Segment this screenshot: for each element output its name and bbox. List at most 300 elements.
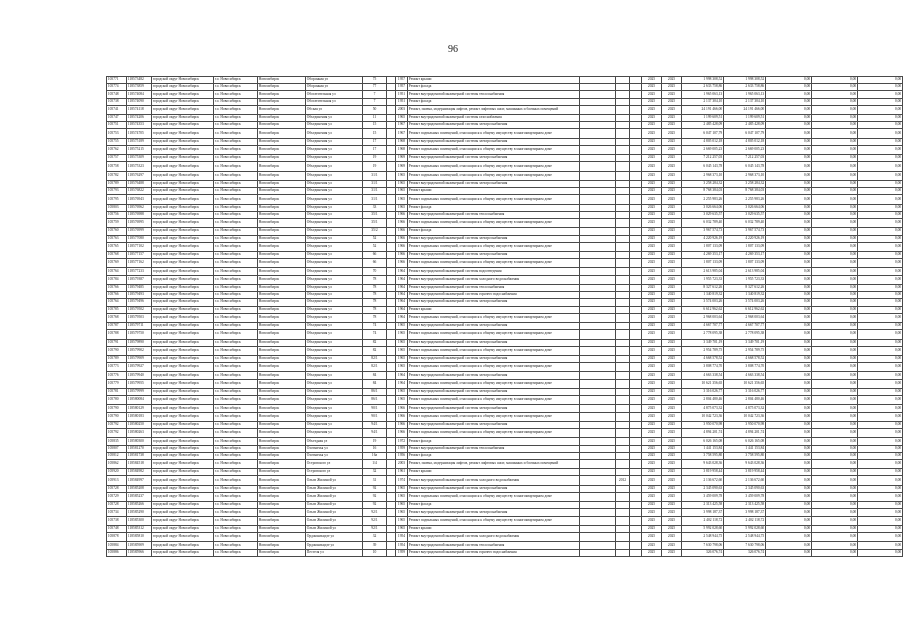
cell-plan-year-start: 2025 bbox=[642, 355, 662, 362]
cell-house-code: 118579909 bbox=[127, 355, 152, 362]
cell-repair-year-prev bbox=[616, 405, 630, 412]
cell-local-budget: 0,00 bbox=[858, 429, 903, 438]
cell-house-number: 32 bbox=[363, 469, 387, 476]
cell-plan-year-start: 2025 bbox=[642, 396, 662, 405]
cell-house-number: 86/1 bbox=[363, 388, 387, 395]
cell-built-year: 1965 bbox=[396, 330, 408, 339]
table-row bbox=[107, 502, 903, 509]
cell-house-number: 84 bbox=[363, 379, 387, 388]
cell-work-type: Ремонт подвальных помещений, относящихся к общему имуществу в многоквартирном доме bbox=[408, 379, 580, 388]
cell-work-type: Ремонт крыши bbox=[408, 525, 580, 532]
cell-street: Объединения ул bbox=[306, 396, 363, 405]
cell-repair-year-prev bbox=[616, 292, 630, 299]
cell-house-number: 78 bbox=[363, 275, 387, 284]
cell-work-type: Ремонт внутридомовой инженерной системы электроснабжения bbox=[408, 421, 580, 428]
cell-total-cost: 3 349 701,19 bbox=[682, 339, 724, 346]
cell-repair-year-prev bbox=[616, 421, 630, 428]
cell-building bbox=[387, 171, 396, 180]
cell-work-type: Ремонт внутридомовой инженерной системы электроснабжения bbox=[408, 252, 580, 259]
cell-house-code: 118579711 bbox=[127, 323, 152, 330]
cell-plan-year-start: 2025 bbox=[642, 339, 662, 346]
cell-house-code: 118585266 bbox=[127, 502, 152, 509]
cell-built-year: 1954 bbox=[396, 542, 408, 549]
cell-plan-year-start: 2025 bbox=[642, 275, 662, 284]
cell-plan-year-start: 2025 bbox=[642, 372, 662, 379]
cell-building bbox=[387, 502, 396, 509]
cell-municipality: г.о. Новосибирск bbox=[214, 122, 258, 129]
cell-plan-year-end: 2025 bbox=[662, 429, 682, 438]
cell-plan-year-start: 2025 bbox=[642, 412, 662, 421]
cell-municipality: г.о. Новосибирск bbox=[214, 306, 258, 313]
cell-municipal-district: городской округ Новосибирск bbox=[152, 372, 214, 379]
cell-total-cost: 1 199 609,51 bbox=[682, 115, 724, 122]
cell-note bbox=[580, 429, 616, 438]
cell-house-number: 15 bbox=[363, 122, 387, 129]
cell-note bbox=[580, 98, 616, 105]
cell-federal-funds: 0,00 bbox=[766, 138, 812, 145]
cell-total-cost: 3 967 574,73 bbox=[682, 228, 724, 235]
cell-settlement: Новосибирск bbox=[258, 405, 306, 412]
cell-regional-fund: 2 255 983,26 bbox=[724, 195, 766, 204]
cell-settlement: Новосибирск bbox=[258, 129, 306, 138]
cell-street: Объединения ул bbox=[306, 405, 363, 412]
cell-house-number: 90/1 bbox=[363, 405, 387, 412]
cell-municipal-district: городской округ Новосибирск bbox=[152, 549, 214, 556]
cell-work-type: Ремонт фасада bbox=[408, 452, 580, 459]
cell-house-code: 118576999 bbox=[127, 228, 152, 235]
cell-federal-funds: 0,00 bbox=[766, 84, 812, 91]
table-row bbox=[107, 459, 903, 468]
cell-municipality: г.о. Новосибирск bbox=[214, 129, 258, 138]
cell-built-year: 1966 bbox=[396, 259, 408, 268]
cell-house-number: 1/4 bbox=[363, 459, 387, 468]
cell-total-cost: 8 768 384,03 bbox=[682, 188, 724, 195]
cell-row-number: 105780 bbox=[107, 396, 127, 405]
cell-built-year: 1964 bbox=[396, 268, 408, 275]
cell-repair-year-prev bbox=[616, 180, 630, 187]
cell-regional-fund: 3 819 958,44 bbox=[724, 469, 766, 476]
cell-federal-funds: 0,00 bbox=[766, 396, 812, 405]
cell-building bbox=[387, 469, 396, 476]
cell-plan-year-start: 2025 bbox=[642, 346, 662, 355]
cell-local-budget: 0,00 bbox=[858, 284, 903, 291]
cell-plan-year-start: 2025 bbox=[642, 525, 662, 532]
cell-built-year: 1965 bbox=[396, 492, 408, 501]
cell-plan-year-end: 2025 bbox=[662, 379, 682, 388]
cell-municipality: г.о. Новосибирск bbox=[214, 259, 258, 268]
cell-building bbox=[387, 438, 396, 445]
cell-municipal-district: городской округ Новосибирск bbox=[152, 516, 214, 525]
cell-house-code: 118579750 bbox=[127, 330, 152, 339]
cell-municipality: г.о. Новосибирск bbox=[214, 388, 258, 395]
cell-total-cost: 326 076,74 bbox=[682, 549, 724, 556]
cell-regional-fund: 1 441 153,84 bbox=[724, 445, 766, 452]
cell-federal-funds: 0,00 bbox=[766, 525, 812, 532]
cell-reserved bbox=[630, 91, 642, 98]
cell-repair-year-prev bbox=[616, 204, 630, 211]
cell-building bbox=[387, 429, 396, 438]
cell-house-number: 90/1 bbox=[363, 412, 387, 421]
cell-regional-fund: 4 667 707,77 bbox=[724, 323, 766, 330]
cell-street: Оборонная ул bbox=[306, 84, 363, 91]
cell-regional-fund: 3 574 003,26 bbox=[724, 299, 766, 306]
cell-street: Объединения ул bbox=[306, 412, 363, 421]
cell-total-cost: 2 804 480,46 bbox=[682, 396, 724, 405]
table-row bbox=[107, 516, 903, 525]
cell-note bbox=[580, 396, 616, 405]
cell-federal-funds: 0,00 bbox=[766, 438, 812, 445]
cell-local-budget: 0,00 bbox=[858, 542, 903, 549]
cell-work-type: Ремонт подвальных помещений, относящихся к общему имуществу в многоквартирном доме bbox=[408, 313, 580, 322]
cell-note bbox=[580, 346, 616, 355]
cell-house-number: 35/1 bbox=[363, 211, 387, 218]
cell-house-number: 7 bbox=[363, 98, 387, 105]
cell-municipality: г.о. Новосибирск bbox=[214, 284, 258, 291]
cell-municipal-district: городской округ Новосибирск bbox=[152, 252, 214, 259]
cell-municipality: г.о. Новосибирск bbox=[214, 171, 258, 180]
cell-plan-year-end: 2025 bbox=[662, 122, 682, 129]
cell-note bbox=[580, 485, 616, 492]
cell-street: Объединения ул bbox=[306, 204, 363, 211]
cell-plan-year-start: 2025 bbox=[642, 155, 662, 162]
cell-row-number: 105768 bbox=[107, 252, 127, 259]
cell-municipal-district: городской округ Новосибирск bbox=[152, 306, 214, 313]
cell-plan-year-end: 2025 bbox=[662, 452, 682, 459]
cell-building bbox=[387, 452, 396, 459]
cell-note bbox=[580, 204, 616, 211]
cell-built-year: 1965 bbox=[396, 204, 408, 211]
cell-house-number: 82 bbox=[363, 339, 387, 346]
cell-house-code: 118577162 bbox=[127, 259, 152, 268]
cell-regional-fund: 2 633 758,86 bbox=[724, 84, 766, 91]
cell-note bbox=[580, 211, 616, 218]
cell-municipality: г.о. Новосибирск bbox=[214, 485, 258, 492]
cell-built-year: 1951 bbox=[396, 98, 408, 105]
cell-regional-fund: 2 548 944,75 bbox=[724, 533, 766, 542]
cell-local-budget: 0,00 bbox=[858, 525, 903, 532]
cell-municipality: г.о. Новосибирск bbox=[214, 330, 258, 339]
cell-building bbox=[387, 525, 396, 532]
cell-street: Ольги Жилиной ул bbox=[306, 476, 363, 485]
cell-plan-year-end: 2025 bbox=[662, 188, 682, 195]
cell-municipal-district: городской округ Новосибирск bbox=[152, 84, 214, 91]
cell-federal-funds: 0,00 bbox=[766, 388, 812, 395]
cell-regional-budget: 0,00 bbox=[812, 242, 858, 251]
cell-built-year: 1966 bbox=[396, 412, 408, 421]
cell-municipal-district: городской округ Новосибирск bbox=[152, 299, 214, 306]
cell-municipality: г.о. Новосибирск bbox=[214, 533, 258, 542]
cell-regional-fund: 6 047 107,79 bbox=[724, 129, 766, 138]
cell-street: Объединения ул bbox=[306, 299, 363, 306]
cell-house-code: 118580183 bbox=[127, 412, 152, 421]
table-row bbox=[107, 252, 903, 259]
cell-municipal-district: городской округ Новосибирск bbox=[152, 396, 214, 405]
cell-street: Обогатительная ул bbox=[306, 98, 363, 105]
cell-street: Объединения ул bbox=[306, 155, 363, 162]
cell-reserved bbox=[630, 339, 642, 346]
cell-house-code: 118573859 bbox=[127, 84, 152, 91]
cell-note bbox=[580, 122, 616, 129]
cell-regional-budget: 0,00 bbox=[812, 363, 858, 372]
cell-reserved bbox=[630, 355, 642, 362]
cell-municipality: г.о. Новосибирск bbox=[214, 459, 258, 468]
cell-building bbox=[387, 84, 396, 91]
cell-house-number: 66 bbox=[363, 259, 387, 268]
cell-work-type: Ремонт подвальных помещений, относящихся к общему имуществу в многоквартирном доме bbox=[408, 219, 580, 228]
cell-regional-fund: 6 612 962,62 bbox=[724, 306, 766, 313]
table-row bbox=[107, 379, 903, 388]
cell-regional-fund: 10 042 723,36 bbox=[724, 412, 766, 421]
cell-house-number: 78 bbox=[363, 292, 387, 299]
cell-settlement: Новосибирск bbox=[258, 306, 306, 313]
cell-work-type: Ремонт внутридомовой инженерной системы холодного водоснабжения bbox=[408, 476, 580, 485]
cell-plan-year-end: 2025 bbox=[662, 438, 682, 445]
cell-row-number: 105790 bbox=[107, 405, 127, 412]
table-row bbox=[107, 346, 903, 355]
cell-reserved bbox=[630, 459, 642, 468]
cell-total-cost: 2 954 789,75 bbox=[682, 346, 724, 355]
cell-regional-fund: 3 808 774,70 bbox=[724, 363, 766, 372]
cell-plan-year-end: 2025 bbox=[662, 355, 682, 362]
table-row bbox=[107, 438, 903, 445]
cell-work-type: Ремонт крыши bbox=[408, 188, 580, 195]
cell-building bbox=[387, 188, 396, 195]
cell-work-type: Ремонт фасада bbox=[408, 502, 580, 509]
cell-built-year: 1964 bbox=[396, 379, 408, 388]
cell-federal-funds: 0,00 bbox=[766, 252, 812, 259]
cell-plan-year-start: 2025 bbox=[642, 84, 662, 91]
cell-regional-budget: 0,00 bbox=[812, 372, 858, 379]
cell-federal-funds: 0,00 bbox=[766, 502, 812, 509]
cell-federal-funds: 0,00 bbox=[766, 195, 812, 204]
cell-note bbox=[580, 275, 616, 284]
cell-municipality: г.о. Новосибирск bbox=[214, 105, 258, 114]
cell-local-budget: 0,00 bbox=[858, 180, 903, 187]
cell-municipality: г.о. Новосибирск bbox=[214, 339, 258, 346]
cell-total-cost: 3 459 009,78 bbox=[682, 492, 724, 501]
table-row bbox=[107, 372, 903, 379]
cell-regional-fund: 1 340 819,32 bbox=[724, 292, 766, 299]
cell-work-type: Ремонт внутридомовой инженерной системы теплоснабжения bbox=[408, 542, 580, 549]
cell-settlement: Новосибирск bbox=[258, 355, 306, 362]
cell-plan-year-start: 2025 bbox=[642, 211, 662, 218]
cell-work-type: Ремонт внутридомовой инженерной системы электроснабжения bbox=[408, 485, 580, 492]
table-row bbox=[107, 204, 903, 211]
cell-municipality: г.о. Новосибирск bbox=[214, 84, 258, 91]
cell-note bbox=[580, 129, 616, 138]
cell-total-cost: 9 643 028,36 bbox=[682, 459, 724, 468]
cell-note bbox=[580, 330, 616, 339]
cell-work-type: Ремонт внутридомовой инженерной системы водоотведения bbox=[408, 268, 580, 275]
cell-regional-fund: 3 349 701,19 bbox=[724, 339, 766, 346]
table-row bbox=[107, 412, 903, 421]
cell-local-budget: 0,00 bbox=[858, 84, 903, 91]
cell-repair-year-prev bbox=[616, 84, 630, 91]
cell-reserved bbox=[630, 242, 642, 251]
cell-settlement: Новосибирск bbox=[258, 98, 306, 105]
cell-house-code: 118579502 bbox=[127, 306, 152, 313]
cell-municipality: г.о. Новосибирск bbox=[214, 204, 258, 211]
table-row bbox=[107, 429, 903, 438]
cell-total-cost: 2 345 090,63 bbox=[682, 485, 724, 492]
cell-building bbox=[387, 145, 396, 154]
cell-plan-year-end: 2025 bbox=[662, 363, 682, 372]
cell-plan-year-start: 2025 bbox=[642, 438, 662, 445]
cell-local-budget: 0,00 bbox=[858, 138, 903, 145]
cell-municipality: г.о. Новосибирск bbox=[214, 429, 258, 438]
cell-reserved bbox=[630, 299, 642, 306]
cell-reserved bbox=[630, 204, 642, 211]
cell-house-number: 78 bbox=[363, 313, 387, 322]
cell-plan-year-start: 2025 bbox=[642, 115, 662, 122]
cell-regional-budget: 0,00 bbox=[812, 452, 858, 459]
cell-house-code: 118579927 bbox=[127, 363, 152, 372]
cell-note bbox=[580, 155, 616, 162]
cell-built-year: 1959 bbox=[396, 445, 408, 452]
cell-house-code: 118575215 bbox=[127, 145, 152, 154]
cell-street: Объединения ул bbox=[306, 429, 363, 438]
cell-reserved bbox=[630, 469, 642, 476]
cell-reserved bbox=[630, 77, 642, 84]
cell-work-type: Ремонт внутридомовой инженерной системы электроснабжения bbox=[408, 180, 580, 187]
cell-note bbox=[580, 533, 616, 542]
cell-building bbox=[387, 339, 396, 346]
cell-built-year: 1965 bbox=[396, 323, 408, 330]
cell-municipal-district: городской округ Новосибирск bbox=[152, 91, 214, 98]
cell-settlement: Новосибирск bbox=[258, 438, 306, 445]
cell-street: Орджоникидзе ул bbox=[306, 542, 363, 549]
cell-house-number: 16 bbox=[363, 445, 387, 452]
cell-total-cost: 10 621 356,65 bbox=[682, 379, 724, 388]
cell-street: Ольги Жилиной ул bbox=[306, 502, 363, 509]
cell-plan-year-start: 2025 bbox=[642, 284, 662, 291]
cell-federal-funds: 0,00 bbox=[766, 516, 812, 525]
cell-repair-year-prev bbox=[616, 268, 630, 275]
cell-house-code: 118576962 bbox=[127, 204, 152, 211]
cell-regional-budget: 0,00 bbox=[812, 429, 858, 438]
cell-federal-funds: 0,00 bbox=[766, 91, 812, 98]
cell-federal-funds: 0,00 bbox=[766, 204, 812, 211]
cell-municipality: г.о. Новосибирск bbox=[214, 162, 258, 171]
cell-work-type: Ремонт внутридомовой инженерной системы теплоснабжения bbox=[408, 211, 580, 218]
cell-row-number: 105751 bbox=[107, 122, 127, 129]
cell-house-code: 118576988 bbox=[127, 211, 152, 218]
cell-street: Объединения ул bbox=[306, 284, 363, 291]
cell-house-number: 78 bbox=[363, 299, 387, 306]
cell-municipality: г.о. Новосибирск bbox=[214, 145, 258, 154]
cell-federal-funds: 0,00 bbox=[766, 421, 812, 428]
cell-plan-year-start: 2025 bbox=[642, 268, 662, 275]
cell-plan-year-end: 2025 bbox=[662, 323, 682, 330]
table-row bbox=[107, 421, 903, 428]
cell-built-year: 1965 bbox=[396, 388, 408, 395]
cell-building bbox=[387, 412, 396, 421]
cell-plan-year-start: 2025 bbox=[642, 379, 662, 388]
cell-regional-fund: 3 316 026,77 bbox=[724, 388, 766, 395]
cell-regional-budget: 0,00 bbox=[812, 91, 858, 98]
cell-work-type: Ремонт подвальных помещений, относящихся к общему имуществу в многоквартирном доме bbox=[408, 516, 580, 525]
cell-work-type: Ремонт фасада bbox=[408, 228, 580, 235]
cell-municipality: г.о. Новосибирск bbox=[214, 438, 258, 445]
cell-regional-fund: 2 313 425,58 bbox=[724, 502, 766, 509]
cell-house-code: 118577157 bbox=[127, 252, 152, 259]
cell-plan-year-start: 2025 bbox=[642, 180, 662, 187]
cell-federal-funds: 0,00 bbox=[766, 155, 812, 162]
cell-local-budget: 0,00 bbox=[858, 379, 903, 388]
cell-row-number: 105768 bbox=[107, 313, 127, 322]
cell-federal-funds: 0,00 bbox=[766, 105, 812, 114]
cell-plan-year-end: 2025 bbox=[662, 549, 682, 556]
cell-building bbox=[387, 115, 396, 122]
cell-federal-funds: 0,00 bbox=[766, 379, 812, 388]
cell-work-type: Ремонт внутридомовой инженерной системы горячего водоснабжения bbox=[408, 549, 580, 556]
cell-house-code: 118585300 bbox=[127, 516, 152, 525]
cell-built-year: 1974 bbox=[396, 476, 408, 485]
cell-settlement: Новосибирск bbox=[258, 429, 306, 438]
cell-settlement: Новосибирск bbox=[258, 485, 306, 492]
cell-municipality: г.о. Новосибирск bbox=[214, 492, 258, 501]
cell-settlement: Новосибирск bbox=[258, 469, 306, 476]
cell-plan-year-start: 2025 bbox=[642, 363, 662, 372]
cell-work-type: Ремонт внутридомовой инженерной системы газоснабжения bbox=[408, 115, 580, 122]
cell-municipality: г.о. Новосибирск bbox=[214, 235, 258, 242]
cell-municipal-district: городской округ Новосибирск bbox=[152, 162, 214, 171]
cell-reserved bbox=[630, 485, 642, 492]
cell-local-budget: 0,00 bbox=[858, 445, 903, 452]
table-row bbox=[107, 91, 903, 98]
cell-house-code: 118579940 bbox=[127, 372, 152, 379]
cell-note bbox=[580, 115, 616, 122]
cell-row-number: 105920 bbox=[107, 469, 127, 476]
cell-building bbox=[387, 355, 396, 362]
cell-reserved bbox=[630, 525, 642, 532]
cell-row-number: 105884 bbox=[107, 542, 127, 549]
cell-total-cost: 1 340 819,32 bbox=[682, 292, 724, 299]
cell-building bbox=[387, 275, 396, 284]
cell-work-type: Ремонт подвальных помещений, относящихся к общему имуществу в многоквартирном доме bbox=[408, 396, 580, 405]
cell-reserved bbox=[630, 252, 642, 259]
cell-built-year: 1965 bbox=[396, 509, 408, 516]
cell-plan-year-end: 2025 bbox=[662, 180, 682, 187]
cell-built-year: 1965 bbox=[396, 188, 408, 195]
cell-regional-fund: 2 485 428,09 bbox=[724, 122, 766, 129]
cell-street: Островского ул bbox=[306, 459, 363, 468]
cell-settlement: Новосибирск bbox=[258, 180, 306, 187]
cell-row-number: 105734 bbox=[107, 509, 127, 516]
cell-plan-year-end: 2025 bbox=[662, 492, 682, 501]
cell-repair-year-prev bbox=[616, 396, 630, 405]
cell-reserved bbox=[630, 115, 642, 122]
cell-house-number: 52 bbox=[363, 242, 387, 251]
cell-note bbox=[580, 292, 616, 299]
cell-work-type: Ремонт фасада bbox=[408, 84, 580, 91]
cell-plan-year-end: 2025 bbox=[662, 171, 682, 180]
capital-repair-table bbox=[106, 76, 903, 557]
cell-repair-year-prev bbox=[616, 363, 630, 372]
cell-house-number: 78 bbox=[363, 306, 387, 313]
cell-reserved bbox=[630, 268, 642, 275]
cell-reserved bbox=[630, 533, 642, 542]
cell-work-type: Ремонт внутридомовой инженерной системы теплоснабжения bbox=[408, 91, 580, 98]
cell-repair-year-prev bbox=[616, 313, 630, 322]
cell-total-cost: 3 758 595,80 bbox=[682, 452, 724, 459]
cell-plan-year-start: 2025 bbox=[642, 306, 662, 313]
cell-federal-funds: 0,00 bbox=[766, 485, 812, 492]
cell-plan-year-start: 2025 bbox=[642, 476, 662, 485]
cell-house-code: 118576488 bbox=[127, 180, 152, 187]
cell-note bbox=[580, 445, 616, 452]
cell-reserved bbox=[630, 188, 642, 195]
